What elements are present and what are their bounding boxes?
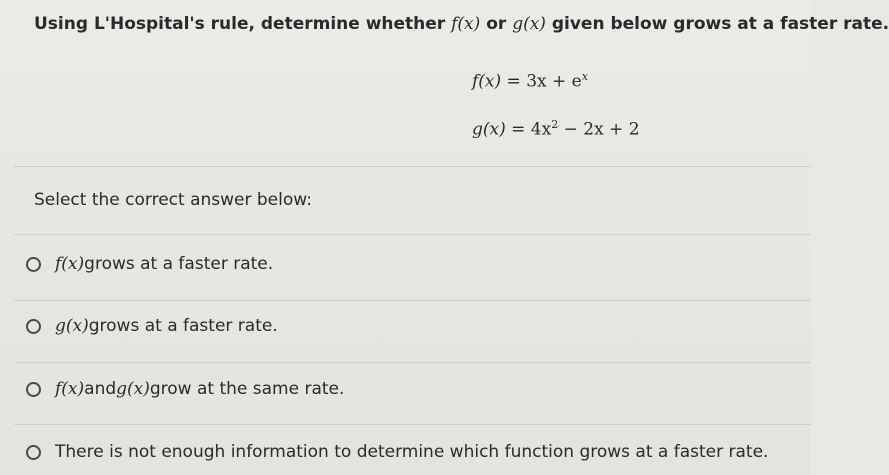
answer-option-not-enough-info[interactable] — [26, 442, 768, 462]
equation-g — [472, 118, 640, 140]
equation-g-lhs: g(x) — [472, 119, 506, 140]
question-f: f(x) — [451, 14, 481, 34]
equation-g-exponent: 2 — [551, 118, 559, 131]
option-function: f(x) — [55, 254, 85, 274]
equation-f-exponent: x — [581, 70, 588, 83]
answer-option-g-faster[interactable] — [26, 316, 278, 336]
radio-button[interactable] — [26, 319, 41, 334]
answer-prompt: Select the correct answer below: — [34, 190, 312, 210]
question-g: g(x) — [512, 14, 546, 34]
radio-button[interactable] — [26, 445, 41, 460]
equation-g-rhs-b: − 2x + 2 — [558, 119, 640, 140]
divider — [14, 234, 811, 235]
divider — [14, 362, 811, 363]
question-text — [34, 12, 889, 36]
question-prefix: Using L'Hospital's rule, determine whether — [34, 14, 452, 34]
equation-f — [472, 70, 588, 92]
equation-g-rhs-a: = 4x — [505, 119, 552, 140]
question-suffix: given below grows at a faster rate. — [545, 14, 889, 34]
divider — [14, 300, 811, 301]
question-or: or — [480, 14, 513, 34]
radio-button[interactable] — [26, 382, 41, 397]
equation-f-rhs: = 3x + e — [501, 71, 582, 92]
answer-option-f-faster[interactable] — [26, 254, 273, 274]
radio-button[interactable] — [26, 257, 41, 272]
option-label: grows at a faster rate. — [84, 254, 274, 274]
option-label: grows at a faster rate. — [88, 316, 278, 336]
option-connector: and — [84, 379, 117, 399]
option-label: grow at the same rate. — [149, 379, 345, 399]
option-function: f(x) — [55, 379, 85, 399]
equation-f-lhs: f(x) — [472, 71, 502, 92]
option-function: g(x) — [116, 379, 150, 399]
answer-option-same-rate[interactable] — [26, 379, 344, 399]
divider — [14, 424, 811, 425]
option-function: g(x) — [55, 316, 89, 336]
option-label: There is not enough information to determine which function grows at a faster rate. — [55, 442, 769, 462]
divider — [14, 166, 811, 167]
